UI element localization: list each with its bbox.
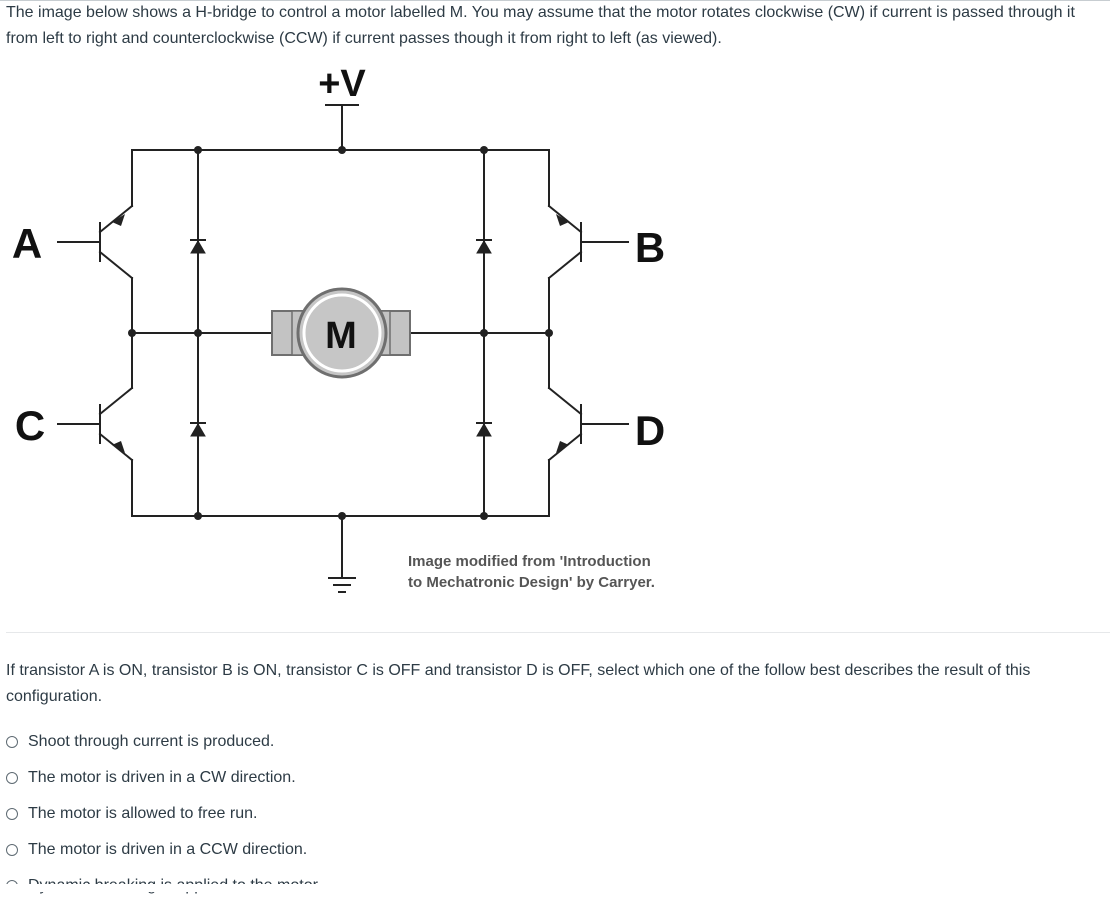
answer-options bbox=[6, 724, 706, 904]
intro-line-2: from left to right and counterclockwise (CCW) if current passes though it from right to left (as viewed). bbox=[6, 30, 722, 47]
radio-button[interactable] bbox=[6, 772, 18, 784]
h-bridge-diagram bbox=[0, 60, 720, 620]
answer-option[interactable] bbox=[6, 832, 706, 868]
transistor-a-label: A bbox=[11, 220, 43, 267]
answer-option-label: The motor is driven in a CW direction. bbox=[28, 769, 296, 786]
transistor-c-label: C bbox=[14, 402, 46, 449]
supply-label: +V bbox=[318, 63, 366, 105]
answer-option-label: The motor is allowed to free run. bbox=[28, 805, 258, 822]
credit-line-1: Image modified from 'Introduction bbox=[408, 553, 651, 570]
motor-label: M bbox=[325, 315, 357, 357]
answer-option-label: The motor is driven in a CCW direction. bbox=[28, 841, 308, 858]
viewport-cutoff bbox=[0, 884, 1110, 892]
radio-button[interactable] bbox=[6, 736, 18, 748]
transistor-d-label: D bbox=[634, 407, 666, 454]
radio-button[interactable] bbox=[6, 844, 18, 856]
question-intro bbox=[6, 0, 1110, 52]
radio-button[interactable] bbox=[6, 808, 18, 820]
question-text: If transistor A is ON, transistor B is ON, transistor C is OFF and transistor D is OFF, select which one of the follow best describes the result of this configuration. bbox=[6, 662, 1031, 705]
answer-option[interactable] bbox=[6, 796, 706, 832]
intro-line-1: The image below shows a H-bridge to control a motor labelled M. You may assume that the motor rotates clockwise (CW) if current is passed through it bbox=[6, 4, 1075, 21]
transistor-b-label: B bbox=[634, 224, 666, 271]
section-divider bbox=[6, 632, 1110, 633]
answer-option[interactable] bbox=[6, 760, 706, 796]
answer-option[interactable] bbox=[6, 724, 706, 760]
answer-option-label: Shoot through current is produced. bbox=[28, 733, 275, 750]
credit-line-2: to Mechatronic Design' by Carryer. bbox=[408, 574, 655, 591]
